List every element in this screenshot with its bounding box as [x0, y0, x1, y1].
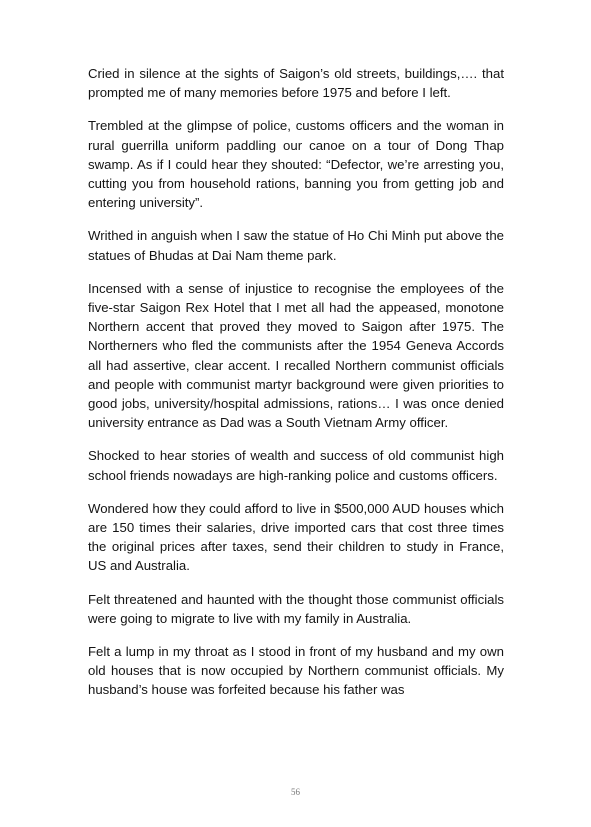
paragraph: Incensed with a sense of injustice to recognise the employees of the five-star Saigon Rex Hotel that I met all had the appeased, monotone Northern accent that proved they moved to Saigon after 1975. The Northerners who fled the communists after the 1954 Geneva Accords all had assertive, clear accent. I recalled Northern communist officials and people with communist martyr background were given priorities to good jobs, university/hospital admissions, rations… I was once denied university entrance as Dad was a South Vietnam Army officer. — [88, 280, 504, 431]
paragraph: Shocked to hear stories of wealth and success of old communist high school friends nowadays are high-ranking police and customs officers. — [88, 448, 504, 483]
page-number: 56 — [291, 787, 300, 797]
paragraph: Cried in silence at the sights of Saigon’s old streets, buildings,…. that prompted me of many memories before 1975 and before I left. — [88, 66, 504, 101]
paragraph: Felt a lump in my throat as I stood in front of my husband and my own old houses that is now occupied by Northern communist officials. My husband’s house was forfeited because his father was — [88, 644, 504, 698]
body-text — [88, 64, 504, 714]
paragraph: Felt threatened and haunted with the thought those communist officials were going to migrate to live with my family in Australia. — [88, 591, 504, 626]
paragraph: Writhed in anguish when I saw the statue of Ho Chi Minh put above the statues of Bhudas at Dai Nam theme park. — [88, 228, 504, 263]
paragraph: Wondered how they could afford to live in $500,000 AUD houses which are 150 times their salaries, drive imported cars that cost three times the original prices after taxes, send their children to study in France, US and Australia. — [88, 500, 504, 574]
paragraph: Trembled at the glimpse of police, customs officers and the woman in rural guerrilla uniform paddling our canoe on a tour of Dong Thap swamp. As if I could hear they shouted: “Defector, we’re arresting you, cutting you from household rations, banning you from getting job and entering university”. — [88, 118, 504, 211]
